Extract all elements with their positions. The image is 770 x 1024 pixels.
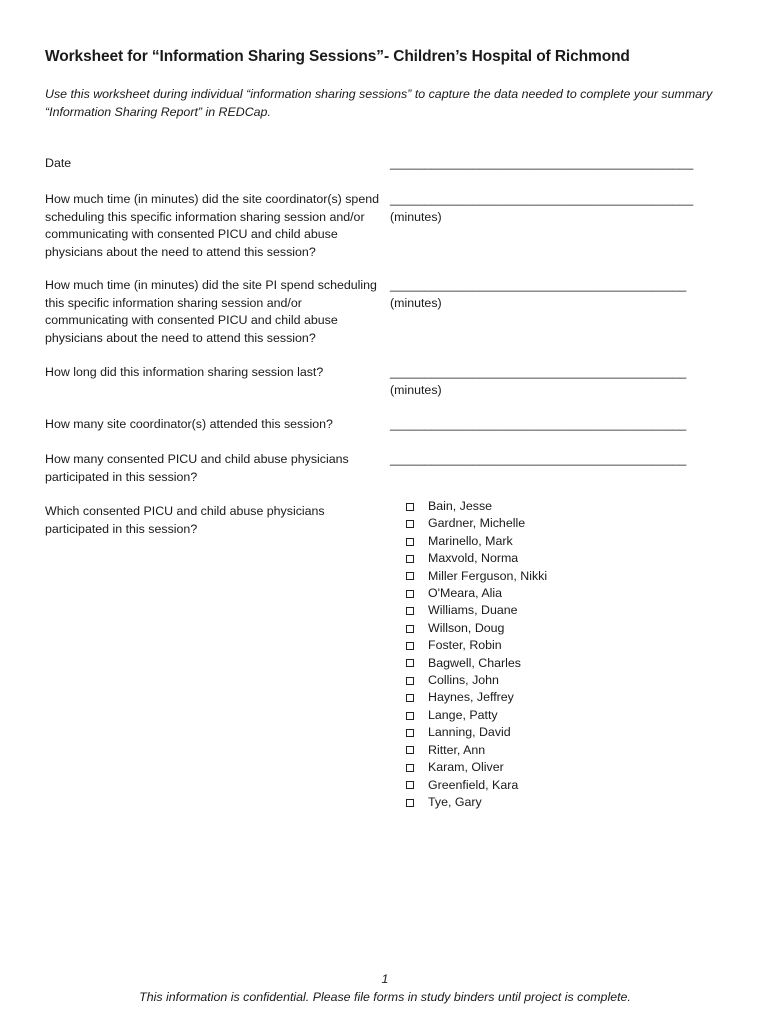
checkbox-icon[interactable]: [406, 729, 414, 737]
physician-checkbox-item[interactable]: [404, 724, 547, 741]
instructions-text: Use this worksheet during individual “information sharing sessions” to capture the data needed to complete your summary “Information Sharing Report” in REDCap.: [45, 87, 713, 119]
answer-pi-time[interactable]: [390, 277, 686, 312]
physician-name: Lanning, David: [428, 725, 511, 740]
checkbox-icon[interactable]: [406, 642, 414, 650]
answer-coordinator-time[interactable]: [390, 191, 693, 226]
physician-checkbox-item[interactable]: [404, 707, 547, 724]
question-date-label: Date: [45, 156, 72, 170]
answer-physicians-count[interactable]: [390, 451, 686, 469]
checkbox-icon[interactable]: [406, 764, 414, 772]
physician-checkbox-item[interactable]: [404, 689, 547, 706]
checkbox-icon[interactable]: [406, 590, 414, 598]
physician-name: Greenfield, Kara: [428, 777, 519, 792]
physician-checkbox-item[interactable]: [404, 742, 547, 759]
physician-name: Miller Ferguson, Nikki: [428, 568, 548, 583]
physician-checkbox-item[interactable]: [404, 777, 547, 794]
answer-blank-line[interactable]: ____________________________________________: [390, 156, 694, 170]
physician-checkbox-item[interactable]: [404, 533, 547, 550]
physician-checkbox-item[interactable]: [404, 637, 547, 654]
physician-name: Bagwell, Charles: [428, 655, 521, 670]
confidentiality-footer: This information is confidential. Please file forms in study binders until project is complete.: [139, 990, 631, 1004]
physician-checkbox-item[interactable]: [404, 672, 547, 689]
physician-checkbox-item[interactable]: [404, 550, 547, 567]
checkbox-icon[interactable]: [406, 712, 414, 720]
physician-name: Marinello, Mark: [428, 533, 513, 548]
checkbox-icon[interactable]: [406, 677, 414, 685]
physician-checkbox-item[interactable]: [404, 498, 547, 515]
checkbox-icon[interactable]: [406, 694, 414, 702]
unit-label: (minutes): [390, 209, 442, 224]
checkbox-icon[interactable]: [406, 746, 414, 754]
physician-name: Tye, Gary: [428, 794, 482, 809]
answer-blank-line[interactable]: ___________________________________________: [390, 417, 687, 431]
physician-checkbox-item[interactable]: [404, 655, 547, 672]
physician-checkbox-item[interactable]: [404, 585, 547, 602]
question-coordinator-time-label: How much time (in minutes) did the site coordinator(s) spend scheduling this specific information sharing session and/or communicating with consented PICU and child abuse physicians about the need to attend this session?: [45, 192, 379, 259]
physician-name: Collins, John: [428, 673, 499, 688]
checkbox-icon[interactable]: [406, 503, 414, 511]
physician-name: Gardner, Michelle: [428, 516, 526, 531]
unit-label: (minutes): [390, 295, 442, 310]
question-session-length-label: How long did this information sharing session last?: [45, 365, 324, 379]
answer-coordinators-attended[interactable]: [390, 416, 686, 434]
physician-name: Lange, Patty: [428, 707, 498, 722]
answer-blank-line[interactable]: ___________________________________________: [390, 278, 687, 292]
answer-blank-line[interactable]: ___________________________________________: [390, 452, 687, 466]
checkbox-icon[interactable]: [406, 659, 414, 667]
checkbox-icon[interactable]: [406, 781, 414, 789]
answer-blank-line[interactable]: ___________________________________________: [390, 365, 687, 379]
physician-checkbox-item[interactable]: [404, 759, 547, 776]
unit-label: (minutes): [390, 382, 442, 397]
question-pi-time-label: How much time (in minutes) did the site PI spend scheduling this specific information sharing session and/or communicating with consented PICU and child abuse physicians about the need to attend this session?: [45, 278, 377, 345]
answer-blank-line[interactable]: ____________________________________________: [390, 192, 694, 206]
page-number: 1: [381, 972, 389, 986]
worksheet-title: Worksheet for “Information Sharing Sessions”- Children’s Hospital of Richmond: [45, 48, 630, 65]
checkbox-icon[interactable]: [406, 520, 414, 528]
physician-name: Willson, Doug: [428, 620, 505, 635]
answer-date[interactable]: [390, 155, 693, 173]
checkbox-icon[interactable]: [406, 572, 414, 580]
physician-checklist: [404, 498, 547, 811]
physician-checkbox-item[interactable]: [404, 620, 547, 637]
physician-checkbox-item[interactable]: [404, 794, 547, 811]
question-which-physicians-label: Which consented PICU and child abuse physicians participated in this session?: [45, 504, 325, 536]
physician-name: Foster, Robin: [428, 638, 502, 653]
physician-checkbox-item[interactable]: [404, 515, 547, 532]
physician-name: Bain, Jesse: [428, 499, 493, 513]
physician-name: Haynes, Jeffrey: [428, 690, 514, 705]
physician-checkbox-item[interactable]: [404, 568, 547, 585]
checkbox-icon[interactable]: [406, 625, 414, 633]
physician-name: Karam, Oliver: [428, 760, 504, 775]
question-physicians-count-label: How many consented PICU and child abuse physicians participated in this session?: [45, 452, 349, 484]
physician-name: Maxvold, Norma: [428, 551, 519, 566]
checkbox-icon[interactable]: [406, 538, 414, 546]
physician-name: Ritter, Ann: [428, 742, 486, 757]
checkbox-icon[interactable]: [406, 607, 414, 615]
physician-checkbox-item[interactable]: [404, 602, 547, 619]
physician-name: O'Meara, Alia: [428, 586, 502, 601]
answer-session-length[interactable]: [390, 364, 686, 399]
physician-name: Williams, Duane: [428, 603, 518, 618]
question-coordinators-attended-label: How many site coordinator(s) attended this session?: [45, 417, 333, 431]
checkbox-icon[interactable]: [406, 799, 414, 807]
checkbox-icon[interactable]: [406, 555, 414, 563]
